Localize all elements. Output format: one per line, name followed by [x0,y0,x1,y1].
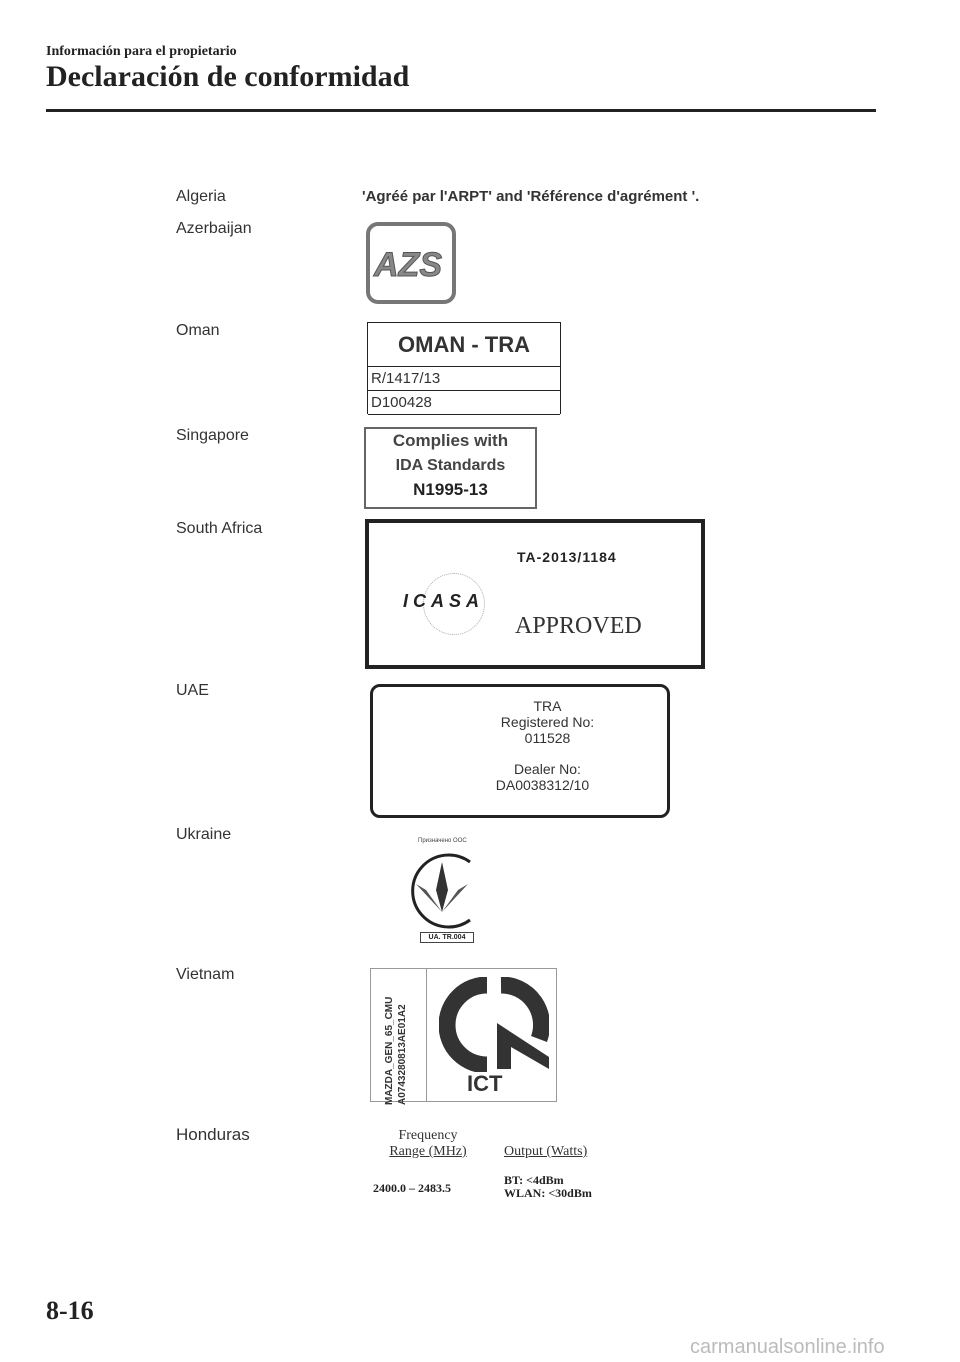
oman-table: OMAN - TRA R/1417/13 D100428 [367,322,561,414]
country-label: Azerbaijan [176,220,252,237]
algeria-text: 'Agréé par l'ARPT' and 'Référence d'agrément '. [362,188,700,205]
page-number: 8-16 [46,1296,94,1325]
country-label: Singapore [176,427,249,444]
vertical-ids: MAZDA_GEN_65_CMU A0743280813AE01A2 [384,996,408,1105]
icasa-label: TA-2013/1184 ICASA APPROVED [365,519,705,669]
country-label: Vietnam [176,966,235,983]
country-label: UAE [176,682,209,699]
country-label: Oman [176,322,220,339]
ict-label: MAZDA_GEN_65_CMU A0743280813AE01A2 ICT [370,968,557,1102]
watermark: carmanualsonline.info [690,1336,885,1358]
divider [426,969,427,1101]
frequency-range: 2400.0 – 2483.5 [373,1181,451,1195]
ukraine-code: UA. TR.004 [420,932,474,943]
tra-label: TRA Registered No: 011528 Dealer No: DA0038312/10 [370,684,670,818]
ukraine-conformity-icon [402,850,482,932]
title-rule [46,109,876,112]
country-label: Honduras [176,1125,250,1144]
output-header: Output (Watts) [504,1144,588,1159]
country-label: South Africa [176,520,263,537]
section-label: Información para el propietario [46,44,237,59]
ict-logo-icon [439,977,549,1072]
output-values: BT: <4dBm WLAN: <30dBm [504,1173,592,1200]
ukraine-caption: Призначено ООС [418,838,467,844]
ida-label: Complies with IDA Standards N1995-13 [364,427,537,509]
country-label: Ukraine [176,826,232,843]
azs-logo: AZS [366,222,456,304]
country-label: Algeria [176,188,226,205]
page-title: Declaración de conformidad [46,60,410,93]
frequency-header: Frequency Range (MHz) [389,1128,467,1159]
